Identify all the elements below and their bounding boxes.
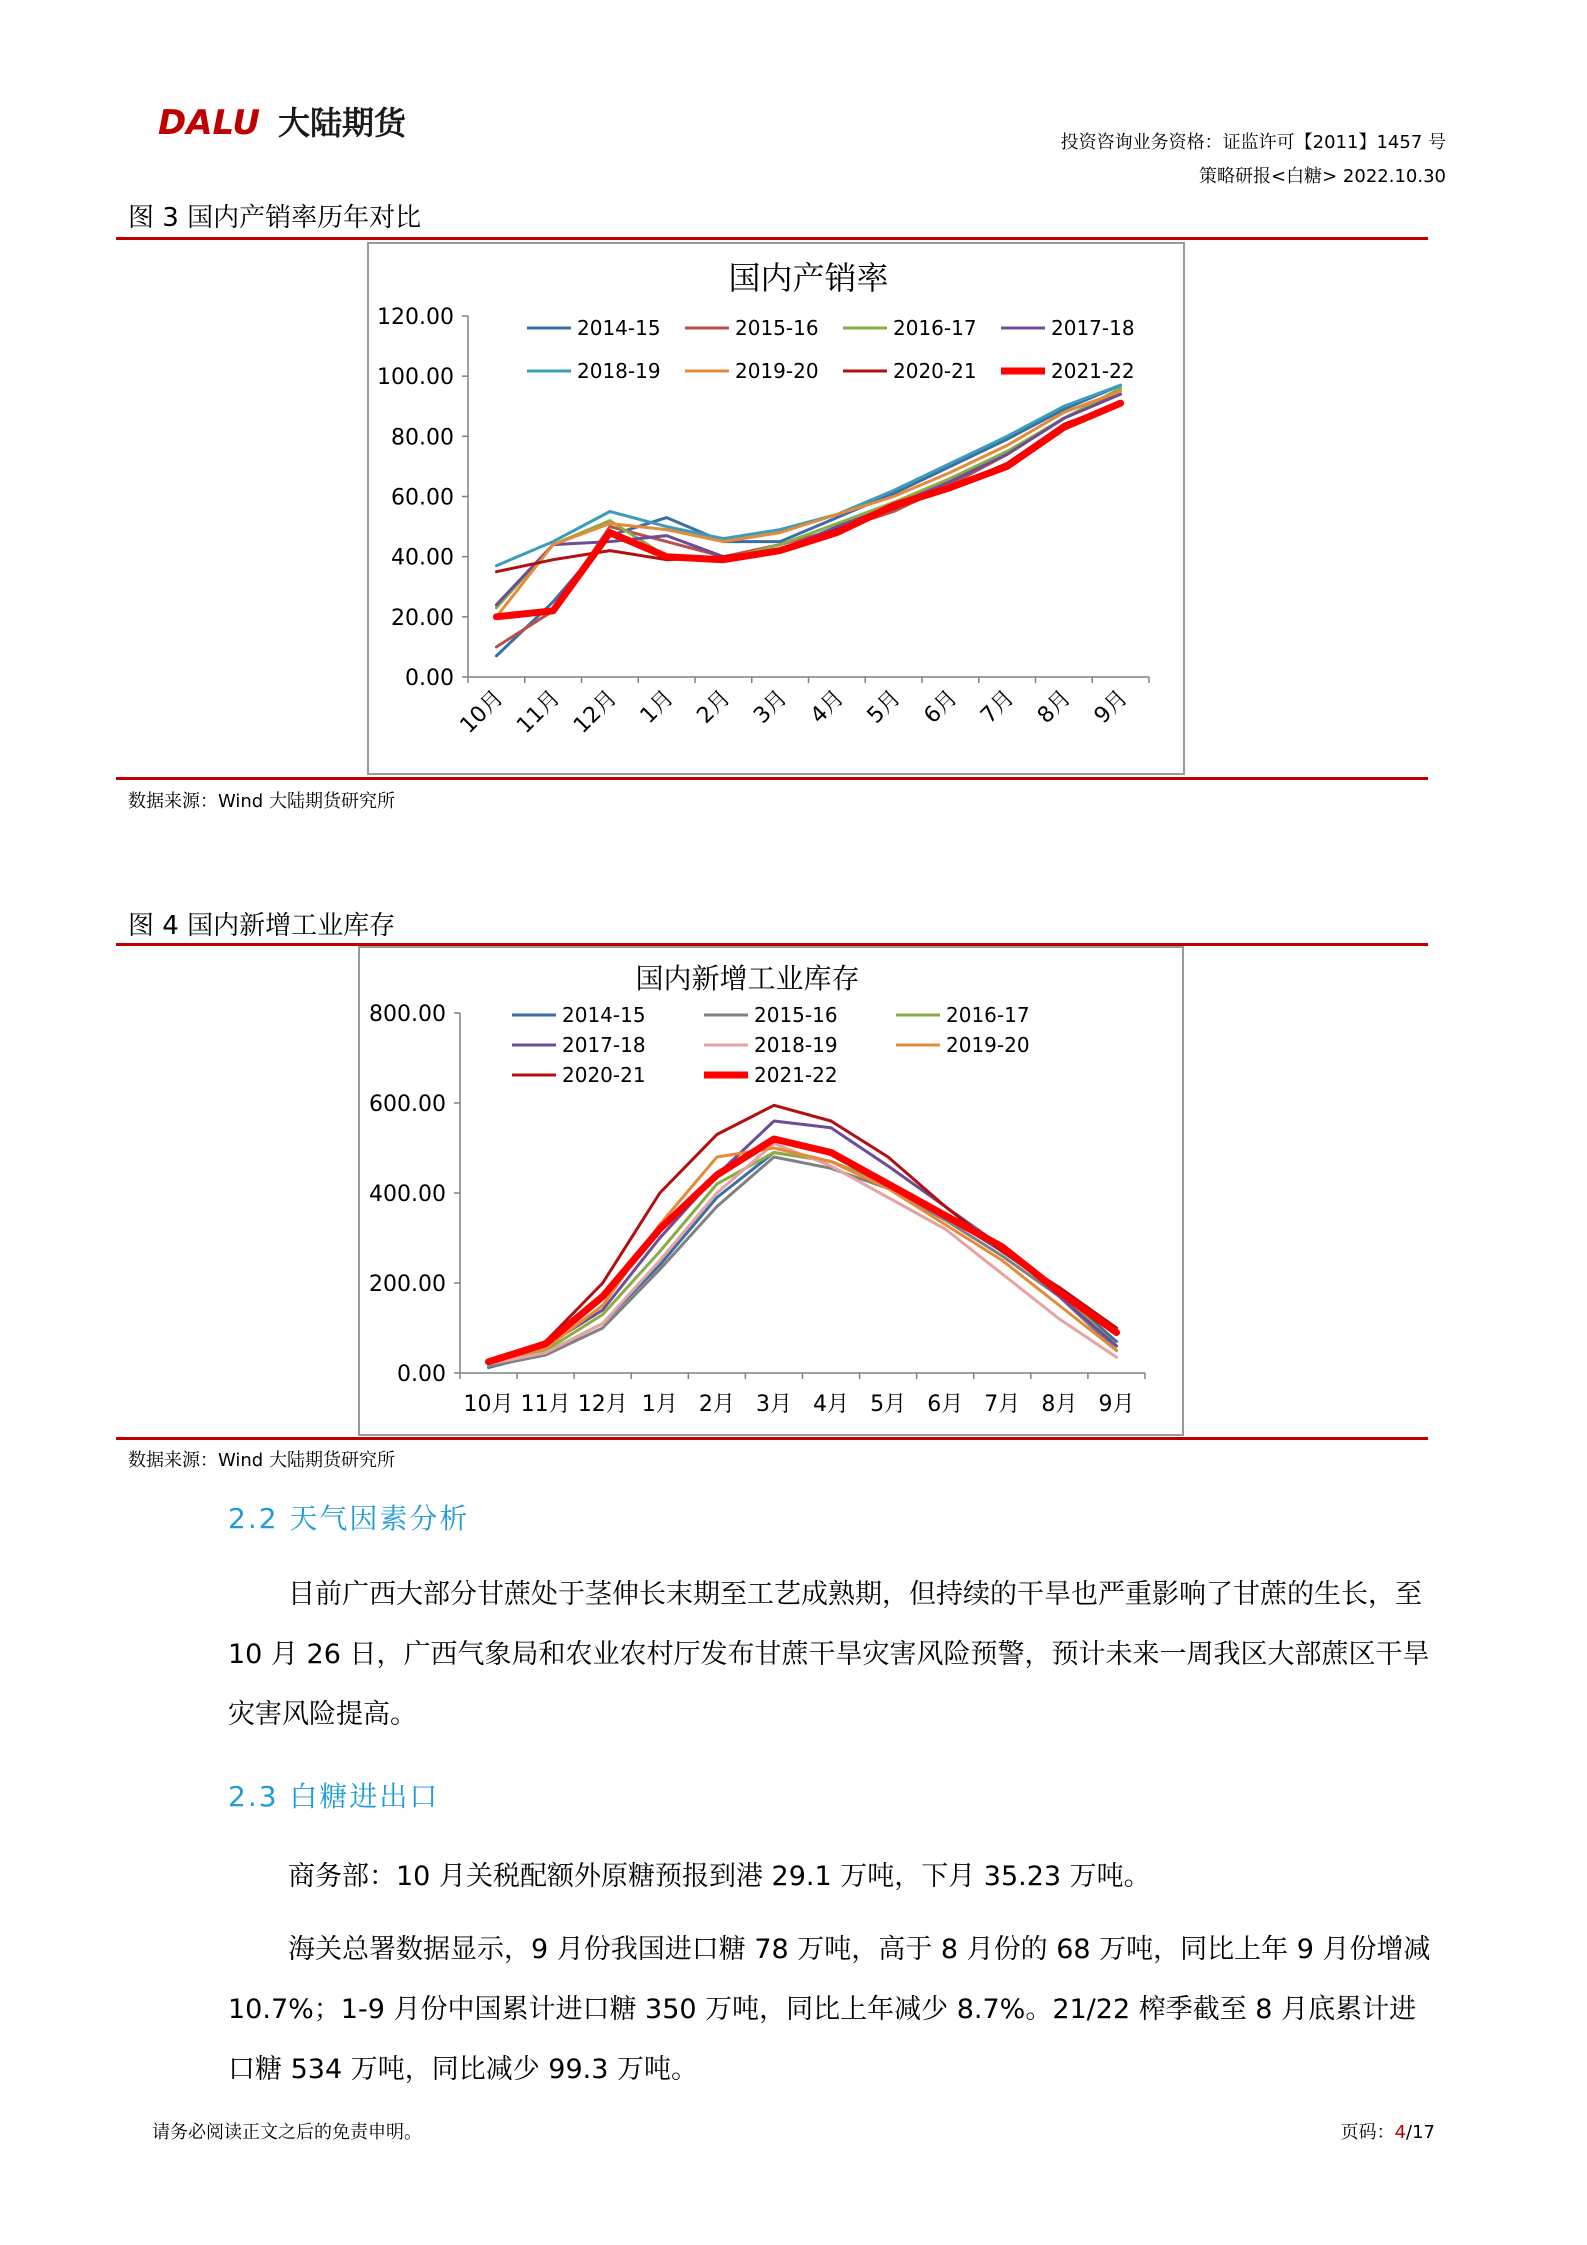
x-tick-label: 2月	[698, 1392, 735, 1417]
legend-label: 2020-21	[893, 359, 977, 383]
x-tick-label: 1月	[635, 685, 679, 729]
x-tick-label: 3月	[755, 1392, 792, 1417]
x-tick-label: 6月	[927, 1392, 964, 1417]
x-tick-label: 5月	[870, 1392, 907, 1417]
license-text: 投资咨询业务资格：证监许可【2011】1457 号	[1060, 132, 1446, 153]
series-line-2019-20	[489, 1148, 1117, 1362]
legend-label: 2019-20	[735, 359, 819, 383]
chart1-frame	[367, 242, 1185, 775]
x-tick-label: 10月	[463, 1392, 514, 1417]
legend-label: 2016-17	[893, 316, 977, 340]
page-total: /17	[1406, 2122, 1435, 2143]
legend-label: 2019-20	[946, 1033, 1030, 1057]
section-2-3-paragraph-1: 商务部：10 月关税配额外原糖预报到港 29.1 万吨，下月 35.23 万吨。	[288, 1861, 1151, 1892]
chart2-svg	[360, 948, 1182, 1434]
figure3-caption: 图 3 国内产销率历年对比	[128, 203, 422, 233]
figure4-caption: 图 4 国内新增工业库存	[128, 911, 396, 941]
x-tick-label: 1月	[641, 1392, 678, 1417]
legend-label: 2021-22	[754, 1063, 838, 1087]
section-2-2-paragraph: 目前广西大部分甘蔗处于茎伸长末期至工艺成熟期，但持续的干旱也严重影响了甘蔗的生长，至 10 月 26 日，广西气象局和农业农村厅发布甘蔗干旱灾害风险预警，预计未来一周我区大部蔗区干旱灾害风险提高。	[228, 1579, 1430, 1730]
x-tick-label: 12月	[577, 1392, 628, 1417]
footer-page-number	[1341, 2118, 1435, 2144]
page-current: 4	[1394, 2122, 1407, 2143]
y-tick-label: 200.00	[369, 1272, 446, 1297]
logo-latin: DALU	[158, 103, 260, 142]
legend-label: 2014-15	[562, 1003, 646, 1027]
figure4-bottom-rule	[116, 1437, 1428, 1440]
series-line-2016-17	[496, 388, 1120, 608]
figure3-source: 数据来源：Wind 大陆期货研究所	[128, 791, 395, 812]
legend-label: 2017-18	[562, 1033, 646, 1057]
y-tick-label: 400.00	[369, 1182, 446, 1207]
y-tick-label: 0.00	[397, 1362, 446, 1387]
section-2-3-title: 2.3 白糖进出口	[228, 1780, 440, 1813]
chart2-frame	[358, 946, 1184, 1436]
y-tick-label: 800.00	[369, 1002, 446, 1027]
x-tick-label: 8月	[1041, 1392, 1078, 1417]
legend-label: 2018-19	[754, 1033, 838, 1057]
x-tick-label: 11月	[520, 1392, 571, 1417]
y-tick-label: 80.00	[391, 425, 454, 451]
x-tick-label: 7月	[976, 685, 1020, 729]
figure3-bottom-rule	[116, 777, 1428, 780]
chart-title: 国内产销率	[728, 259, 889, 297]
x-tick-label: 6月	[919, 685, 963, 729]
legend-label: 2017-18	[1051, 316, 1135, 340]
x-tick-label: 3月	[749, 685, 793, 729]
y-tick-label: 20.00	[391, 605, 454, 631]
y-tick-label: 100.00	[377, 365, 454, 391]
x-tick-label: 9月	[1098, 1392, 1135, 1417]
footer-disclaimer: 请务必阅读正文之后的免责申明。	[152, 2122, 422, 2143]
x-tick-label: 9月	[1089, 685, 1133, 729]
section-2-2-title: 2.2 天气因素分析	[228, 1502, 470, 1535]
x-tick-label: 8月	[1032, 685, 1077, 729]
figure4-source: 数据来源：Wind 大陆期货研究所	[128, 1450, 395, 1471]
legend-label: 2016-17	[946, 1003, 1030, 1027]
x-tick-label: 12月	[569, 685, 623, 739]
legend-label: 2021-22	[1051, 359, 1135, 383]
series-line-2018-19	[489, 1144, 1117, 1365]
logo-cn: 大陆期货	[278, 104, 407, 142]
legend-label: 2014-15	[577, 316, 661, 340]
y-tick-label: 120.00	[377, 305, 454, 330]
chart1-svg	[369, 244, 1183, 773]
x-tick-label: 7月	[984, 1392, 1021, 1417]
logo-mark	[158, 102, 428, 142]
chart-title: 国内新增工业库存	[635, 962, 860, 995]
y-tick-label: 0.00	[405, 666, 454, 691]
y-tick-label: 600.00	[369, 1092, 446, 1117]
y-tick-label: 40.00	[391, 545, 454, 571]
y-tick-label: 60.00	[391, 485, 454, 511]
legend-label: 2018-19	[577, 359, 661, 383]
x-tick-label: 11月	[512, 685, 566, 739]
x-tick-label: 4月	[813, 1392, 850, 1417]
x-tick-label: 10月	[455, 685, 509, 739]
legend-label: 2015-16	[754, 1003, 838, 1027]
x-tick-label: 2月	[692, 685, 736, 729]
report-line: 策略研报<白糖> 2022.10.30	[1199, 166, 1446, 187]
legend-label: 2015-16	[735, 316, 819, 340]
legend-label: 2020-21	[562, 1063, 646, 1087]
x-tick-label: 5月	[862, 685, 906, 729]
company-logo	[158, 102, 428, 142]
x-tick-label: 4月	[805, 685, 850, 729]
figure3-top-rule	[116, 237, 1428, 240]
section-2-3-paragraph-2: 海关总署数据显示，9 月份我国进口糖 78 万吨，高于 8 月份的 68 万吨，同比上年 9 月份增减 10.7%；1-9 月份中国累计进口糖 350 万吨，同比上年减少 8.7%。21/22 榨季截至 8 月底累计进口糖 534 万吨，同比减少 99.3 万吨。	[228, 1934, 1431, 2085]
page-label: 页码：	[1340, 2122, 1395, 2143]
